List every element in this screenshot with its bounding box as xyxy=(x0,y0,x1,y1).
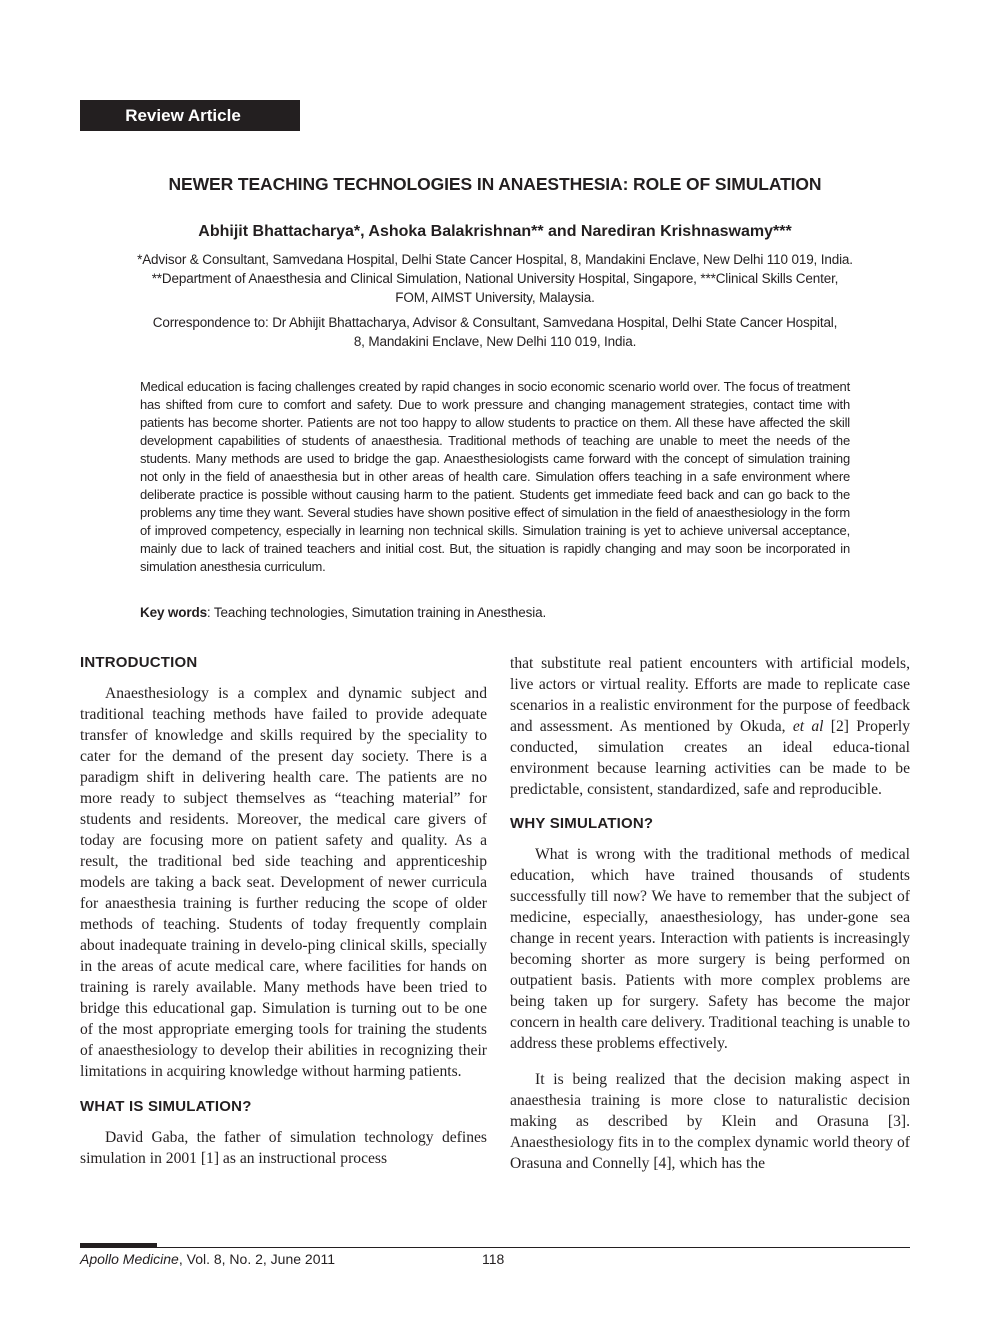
introduction-paragraph: Anaesthesiology is a complex and dynamic subject and traditional teaching methods have failed to provide adequate transfer of knowledge and skills required by the speciality to cater for the demand of the present day society. There is a paradigm shift in delivering health care. The patients are no more ready to subject themselves as “teaching material” for students and residents. Moreover, the medical care givers of today are focusing more on patient safety and quality. As a result, the traditional bed side teaching and apprenticeship models are taking a back seat. Development of newer curricula for anaesthesia training is further reducing the scope of older methods of teaching. Students of today frequently complain about inadequate training in develo-ping clinical skills, specially in the areas of acute medical care, where facilities for hands on training is rarely available. Many methods have been tried to bridge this educational gap. Simulation is turning out to be one of the most appropriate emerging tools for training the students of anaesthesiology to develop their abilities in recognizing their limitations in acquiring knowledge without harming patients. xyxy=(80,685,487,1080)
keywords xyxy=(140,604,850,622)
section-heading-what-is-simulation: WHAT IS SIMULATION? xyxy=(80,1098,252,1115)
correspondence-line: Correspondence to: Dr Abhijit Bhattacharya, Advisor & Consultant, Samvedana Hospital, Delhi State Cancer Hospital, xyxy=(152,315,838,330)
abstract: Medical education is facing challenges created by rapid changes in socio economic scenario world over. The focus of treatment has shifted from cure to comfort and safety. Due to work pressure and changing management strategies, contact time with patients has become shorter. Patients are not too happy to allow students to practice on them. All these have affected the skill development capabilities of students of anaesthesia. Traditional methods of teaching are unable to meet the needs of the students. Many methods are used to bridge the gap. Anaesthesiologists came forward with the concept of simulation training not only in the field of anaesthesia but in other areas of health care. Simulation offers teaching in a safe environment where deliberate practice is possible without causing harm to the patient. Students get immediate feed back and can go back to the problems any time they want. Several studies have shown positive effect of simulation in the field of anaesthesiology in the form of improved competency, especially in learning non technical skills. Simulation training is yet to achieve universal acceptance, mainly due to lack of trained teachers and initial cost. But, the situation is rapidly changing and may soon be incorporated in simulation anesthesia curriculum. xyxy=(140,379,850,574)
right-column xyxy=(510,653,910,1174)
correspondence xyxy=(80,313,910,351)
text-run: [2] Properly conducted, simulation creates an ideal educa-tional environment because learning activities can be made to be predictable, consistent, standardized, safe and reproducible. xyxy=(510,718,910,798)
why-simulation-paragraph-2: It is being realized that the decision making aspect in anaesthesia training is more close to naturalistic decision making as described by Klein and Orasuna [3]. Anaesthesiology fits in to the complex dynamic world theory of Orasuna and Connelly [4], which has the xyxy=(510,1071,910,1172)
left-column xyxy=(80,653,487,1169)
article-type-badge: Review Article xyxy=(80,100,300,131)
italic-et-al: et al xyxy=(792,718,824,735)
why-simulation-paragraph-1: What is wrong with the traditional methods of medical education, which have trained thousands of students successfully till now? We have to remember that the subject of medicine, especially, anaesthesiology, has under-gone sea change in recent years. Interaction with patients is increasingly becoming shorter as more surgery is being performed on outpatient basis. Patients with more complex problems are being taken up for surgery. Safety has become the major concern in health care delivery. Traditional teaching is unable to address these problems effectively. xyxy=(510,846,910,1052)
affiliation-line: **Department of Anaesthesia and Clinical Simulation, National University Hospital, Singapore, ***Clinical Skills Center, xyxy=(151,271,839,286)
page-number: 118 xyxy=(482,1251,505,1267)
author-list: Abhijit Bhattacharya*, Ashoka Balakrishnan** and Narediran Krishnaswamy*** xyxy=(198,223,792,240)
what-is-simulation-paragraph: David Gaba, the father of simulation technology defines simulation in 2001 [1] as an instructional process xyxy=(80,1129,487,1167)
affiliations xyxy=(80,250,910,307)
footer-divider xyxy=(80,1247,910,1248)
what-is-simulation-continued xyxy=(510,653,910,800)
text-run: that substitute real patient encounters with artificial models, live actors or virtual reality. Efforts are made to replicate case scenarios in a realistic environment for the purpose of feedback and assessment. As mentioned by Okuda, xyxy=(510,655,910,735)
keywords-text: : Teaching technologies, Simutation training in Anesthesia. xyxy=(206,605,547,620)
journal-name: Apollo Medicine xyxy=(80,1251,179,1267)
affiliation-line: *Advisor & Consultant, Samvedana Hospital, Delhi State Cancer Hospital, 8, Mandakini Enclave, New Delhi 110 019, India. xyxy=(137,252,853,267)
article-title: NEWER TEACHING TECHNOLOGIES IN ANAESTHESIA: ROLE OF SIMULATION xyxy=(168,174,822,194)
affiliation-line: FOM, AIMST University, Malaysia. xyxy=(395,290,595,305)
correspondence-line: 8, Mandakini Enclave, New Delhi 110 019, India. xyxy=(353,334,637,349)
footer-citation xyxy=(80,1250,335,1268)
journal-issue: , Vol. 8, No. 2, June 2011 xyxy=(178,1251,336,1267)
keywords-label: Key words xyxy=(140,605,207,620)
section-heading-introduction: INTRODUCTION xyxy=(80,654,198,671)
section-heading-why-simulation: WHY SIMULATION? xyxy=(510,815,654,832)
